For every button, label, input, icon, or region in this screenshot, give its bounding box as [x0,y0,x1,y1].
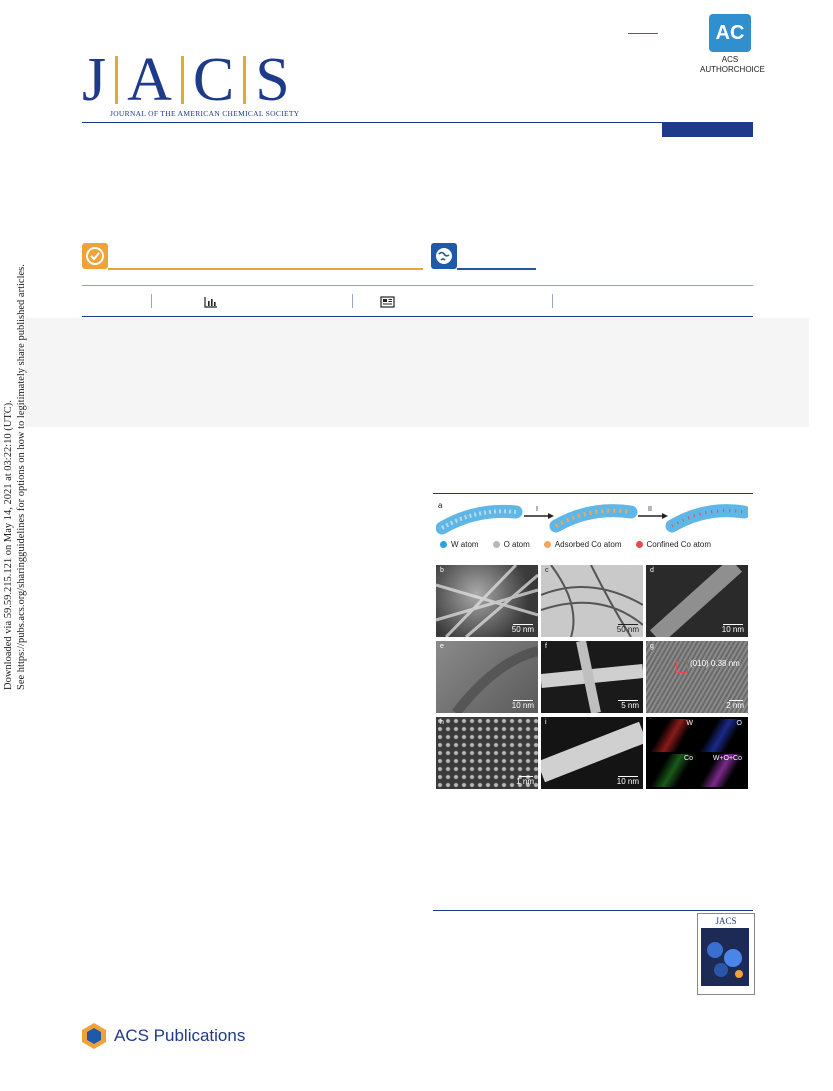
nanowire-pristine [442,511,516,528]
authorchoice-label [700,55,765,75]
logo-letter-j: J [82,46,107,114]
logo-letter-s: S [255,46,290,114]
legend-item [440,540,479,549]
micrograph-g [646,641,748,713]
scale-label: 10 nm [616,777,639,786]
legend-dot [493,541,500,548]
tile-label: h [440,719,444,726]
scale-label: 2 nm [726,701,744,710]
tile-label: g [650,643,654,650]
tile-label: e [440,643,444,650]
legend-label: Adsorbed Co atom [554,540,622,549]
elemental-maps-j [646,717,748,789]
article-type-tab [662,123,753,137]
micrograph-e [436,641,538,713]
abstract-block [25,318,809,427]
step-2-label: II [648,506,652,513]
lattice-spacing: (010) 0.38 nm [690,659,740,668]
legend-dot [636,541,643,548]
scale-label: 50 nm [511,625,534,634]
micrograph-d [646,565,748,637]
legend-label: W atom [451,540,479,549]
scale-label: 10 nm [511,701,534,710]
tile-label: d [650,567,654,574]
tile-label: c [545,567,549,574]
legend-label: Confined Co atom [646,540,711,549]
scale-label: 50 nm [616,625,639,634]
map-label: O [736,720,742,727]
badge-underline-orange [108,268,423,270]
journal-cover-thumbnail[interactable] [697,913,755,995]
logo-divider [243,56,246,104]
authorchoice-line1: ACS [721,55,739,64]
scale-label: 10 nm [721,625,744,634]
metrics-divider [352,294,353,308]
metrics-rule-top [82,285,753,286]
legend-dot [440,541,447,548]
globe-icon[interactable] [431,243,457,269]
map-co [649,754,696,787]
download-note-line2: See https://pubs.acs.org/sharingguidelines for options on how to legitimately share published articles. [16,264,27,690]
micrograph-h [436,717,538,789]
panel-a-label: a [438,501,443,510]
top-link[interactable] [628,33,658,34]
scale-label: 5 nm [621,701,639,710]
article-icon[interactable] [380,295,395,313]
tile-label: f [545,643,547,650]
legend-label: O atom [503,540,530,549]
authorchoice-badge[interactable]: AC [709,14,751,52]
check-icon[interactable] [82,243,108,269]
figure-rule-top [433,493,753,494]
legend-item [544,540,622,549]
publisher-name: ACS Publications [114,1026,246,1045]
scale-label: 1 nm [516,777,534,786]
cover-title: JACS [715,916,737,926]
micrograph-c [541,565,643,637]
nanowire-confined [672,511,744,526]
micrograph-i [541,717,643,789]
map-overlay [698,754,745,787]
logo-divider [181,56,184,104]
lattice-marker [676,661,688,673]
legend-item [636,540,711,549]
micrograph-b [436,565,538,637]
acs-publications-logo[interactable] [80,1022,245,1050]
bar-chart-icon[interactable] [204,295,218,313]
authorchoice-line2: AUTHORCHOICE [700,65,765,74]
cover-art [701,928,749,986]
tile-label: i [545,719,547,726]
logo-letter-c: C [192,46,235,114]
journal-subtitle: JOURNAL OF THE AMERICAN CHEMICAL SOCIETY [110,109,300,118]
download-note-line1: Downloaded via 59.59.215.121 on May 14, 2021 at 03:22:10 (UTC). [3,400,14,690]
metrics-rule-bottom [82,316,753,317]
micrograph-f [541,641,643,713]
map-label: Co [684,755,693,762]
logo-divider [115,56,118,104]
badge-underline-blue [457,268,536,270]
map-label: W+O+Co [712,755,742,762]
map-w [649,719,696,752]
figure-legend [440,540,711,549]
map-o [698,719,745,752]
map-label: W [686,720,693,727]
tile-label: b [440,567,444,574]
logo-letter-a: A [127,46,172,114]
metrics-divider [552,294,553,308]
acs-hexagon-icon [80,1022,108,1050]
metrics-divider [151,294,152,308]
figure-rule-bottom [433,910,753,911]
legend-item [493,540,530,549]
header-rule [82,122,753,123]
step-1-label: I [536,506,538,513]
legend-dot [544,541,551,548]
